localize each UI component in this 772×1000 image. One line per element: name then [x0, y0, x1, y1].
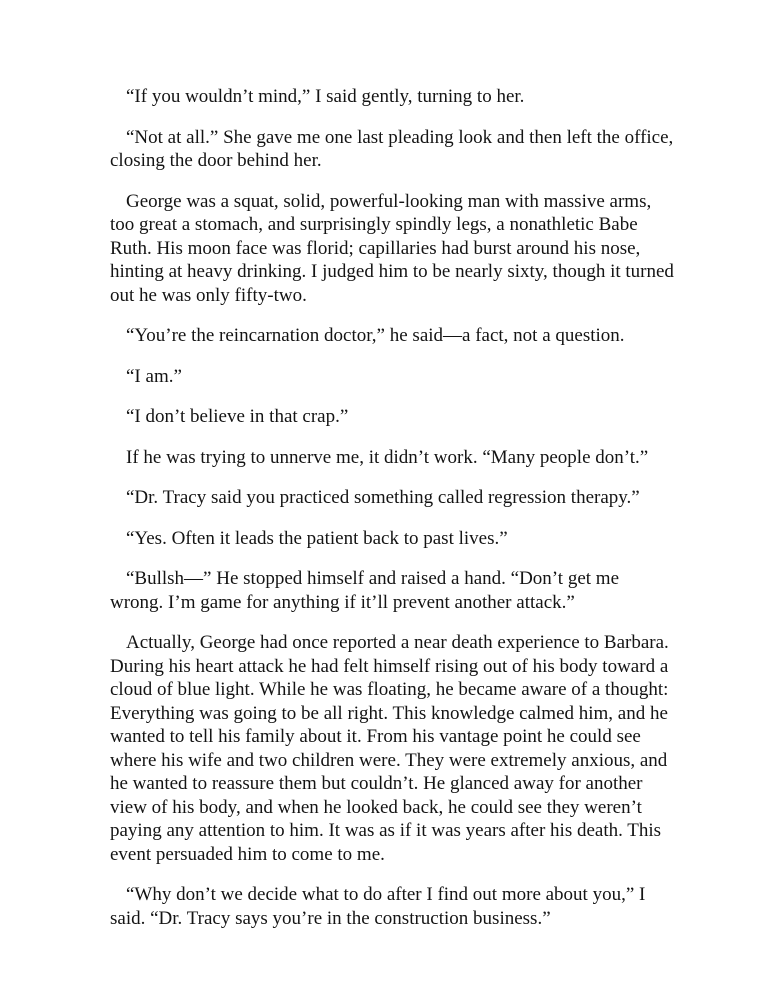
paragraph: “Dr. Tracy said you practiced something called regression therapy.”: [126, 487, 640, 508]
paragraph: “If you wouldn’t mind,” I said gently, turning to her.: [126, 86, 525, 107]
paragraph: “Bullsh—” He stopped himself and raised a hand. “Don’t get me wrong. I’m game for anything if it’ll prevent another attack.”: [110, 568, 619, 613]
paragraph: “I don’t believe in that crap.”: [126, 406, 349, 427]
paragraph: “Why don’t we decide what to do after I find out more about you,” I said. “Dr. Tracy says you’re in the construction business.”: [110, 884, 646, 929]
paragraph: “You’re the reincarnation doctor,” he said—a fact, not a question.: [126, 325, 625, 346]
paragraph: Actually, George had once reported a near death experience to Barbara. During his heart attack he had felt himself rising out of his body toward a cloud of blue light. While he was floating, he became aware of a thought: Everything was going to be all right. This knowledge calmed him, and he wanted to tell his family about it. From his vantage point he could see where his wife and two children were. They were extremely anxious, and he wanted to reassure them but couldn’t. He glanced away for another view of his body, and when he looked back, he could see they weren’t paying any attention to him. It was as if it was years after his death. This event persuaded him to come to me.: [110, 632, 669, 865]
page-text: [110, 85, 676, 947]
paragraph: “Yes. Often it leads the patient back to past lives.”: [126, 527, 508, 549]
paragraph: If he was trying to unnerve me, it didn’t work. “Many people don’t.”: [126, 446, 649, 468]
paragraph: “Not at all.” She gave me one last pleading look and then left the office, closing the door behind her.: [110, 126, 674, 171]
paragraph: “I am.”: [126, 365, 182, 387]
paragraph: George was a squat, solid, powerful-looking man with massive arms, too great a stomach, and surprisingly spindly legs, a nonathletic Babe Ruth. His moon face was florid; capillaries had burst around his nose, hinting at heavy drinking. I judged him to be nearly sixty, though it turned out he was only fifty-two.: [110, 190, 674, 306]
